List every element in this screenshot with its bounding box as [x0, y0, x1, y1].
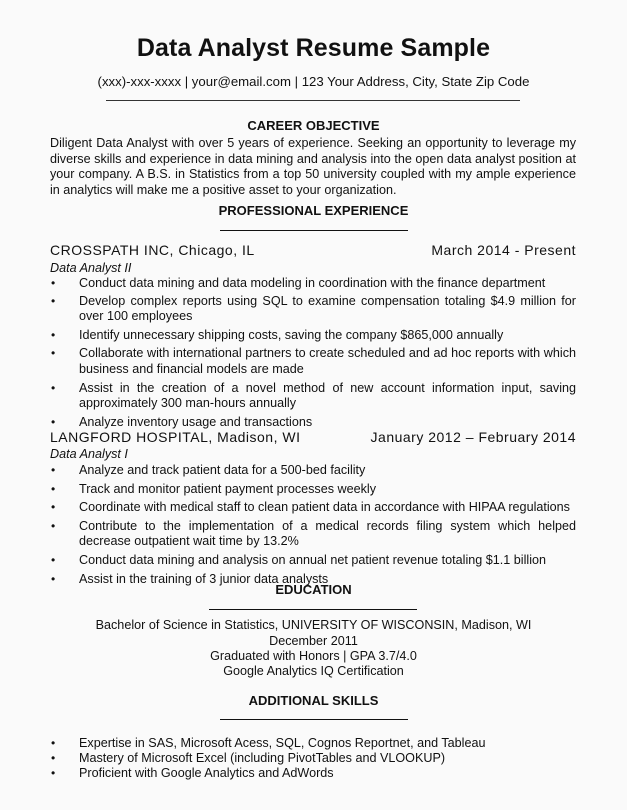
- job-company: LANGFORD HOSPITAL, Madison, WI: [50, 429, 301, 445]
- job-company: CROSSPATH INC, Chicago, IL: [50, 242, 255, 258]
- career-objective-text: Diligent Data Analyst with over 5 years of experience. Seeking an opportunity to leverage my diverse skills and experience in data mining and analysis into the open data analyst position at your company. A B.S. in Statistics from a top 50 university coupled with my ample experience in analytics will make me a positive asset to your organization.: [50, 136, 576, 197]
- bullet-icon: •: [51, 380, 56, 395]
- list-item: • Expertise in SAS, Microsoft Acess, SQL, Cognos Reportnet, and Tableau: [51, 736, 486, 750]
- list-item: • Conduct data mining and analysis on annual net patient revenue totaling $1.1 billion: [51, 552, 546, 567]
- bullet-icon: •: [51, 736, 56, 750]
- education-certification: Google Analytics IQ Certification: [223, 664, 404, 678]
- skills-heading: ADDITIONAL SKILLS: [248, 693, 379, 708]
- bullet-icon: •: [51, 414, 56, 429]
- list-item: • Conduct data mining and data modeling in coordination with the finance department: [51, 276, 546, 290]
- career-objective-heading: CAREER OBJECTIVE: [247, 118, 380, 133]
- bullet-icon: •: [51, 293, 56, 308]
- education-date: December 2011: [269, 634, 358, 648]
- bullet-icon: •: [51, 500, 56, 515]
- bullet-icon: •: [51, 552, 56, 567]
- bullet-icon: •: [51, 571, 56, 586]
- job-dates: January 2012 – February 2014: [370, 429, 576, 445]
- list-item: • Proficient with Google Analytics and AdWords: [51, 766, 334, 781]
- education-degree: Bachelor of Science in Statistics, UNIVERSITY OF WISCONSIN, Madison, WI: [95, 618, 532, 632]
- bullet-icon: •: [51, 327, 56, 342]
- experience-divider: [220, 230, 408, 231]
- list-item: • Mastery of Microsoft Excel (including PivotTables and VLOOKUP): [51, 751, 446, 766]
- contact-info: (xxx)-xxx-xxxx | your@email.com | 123 Your Address, City, State Zip Code: [97, 74, 530, 89]
- job-header: [50, 429, 576, 445]
- list-item: • Identify unnecessary shipping costs, saving the company $865,000 annually: [51, 327, 504, 342]
- education-divider: [209, 609, 417, 610]
- list-item: • Coordinate with medical staff to clean patient data in accordance with HIPAA regulations: [51, 500, 570, 515]
- list-item: • Track and monitor patient payment processes weekly: [51, 481, 377, 496]
- list-item: • Assist in the creation of a novel method of new account information input, saving approximately 300 man-hours annually: [51, 380, 576, 411]
- job-title: Data Analyst II: [50, 261, 132, 275]
- resume-title: Data Analyst Resume Sample: [136, 34, 491, 62]
- education-heading: EDUCATION: [275, 582, 352, 597]
- skills-divider: [220, 719, 408, 720]
- bullet-icon: •: [51, 346, 56, 361]
- job-dates: March 2014 - Present: [431, 242, 576, 258]
- list-item: • Analyze and track patient data for a 500-bed facility: [51, 463, 366, 477]
- list-item: • Contribute to the implementation of a medical records filing system which helped decrease outpatient wait time by 13.2%: [51, 518, 576, 549]
- education-honors: Graduated with Honors | GPA 3.7/4.0: [210, 649, 417, 663]
- list-item: • Assist in the training of 3 junior data analysts: [51, 571, 329, 586]
- header-divider: [106, 100, 520, 101]
- skills-list: [50, 736, 576, 782]
- bullet-icon: •: [51, 518, 56, 533]
- experience-heading: PROFESSIONAL EXPERIENCE: [218, 203, 409, 218]
- list-item: • Analyze inventory usage and transactions: [51, 414, 313, 429]
- job-title: Data Analyst I: [50, 447, 128, 461]
- bullet-icon: •: [51, 276, 56, 290]
- bullet-icon: •: [51, 751, 56, 766]
- job-bullets: [50, 463, 576, 587]
- job-header: [50, 242, 576, 258]
- list-item: • Develop complex reports using SQL to examine compensation totaling $4.9 million for over 100 employees: [51, 293, 576, 324]
- job-bullets: [50, 276, 576, 430]
- list-item: • Collaborate with international partners to create scheduled and ad hoc reports with which business and financial models are made: [51, 346, 576, 376]
- bullet-icon: •: [51, 766, 56, 781]
- bullet-icon: •: [51, 481, 56, 496]
- bullet-icon: •: [51, 463, 56, 477]
